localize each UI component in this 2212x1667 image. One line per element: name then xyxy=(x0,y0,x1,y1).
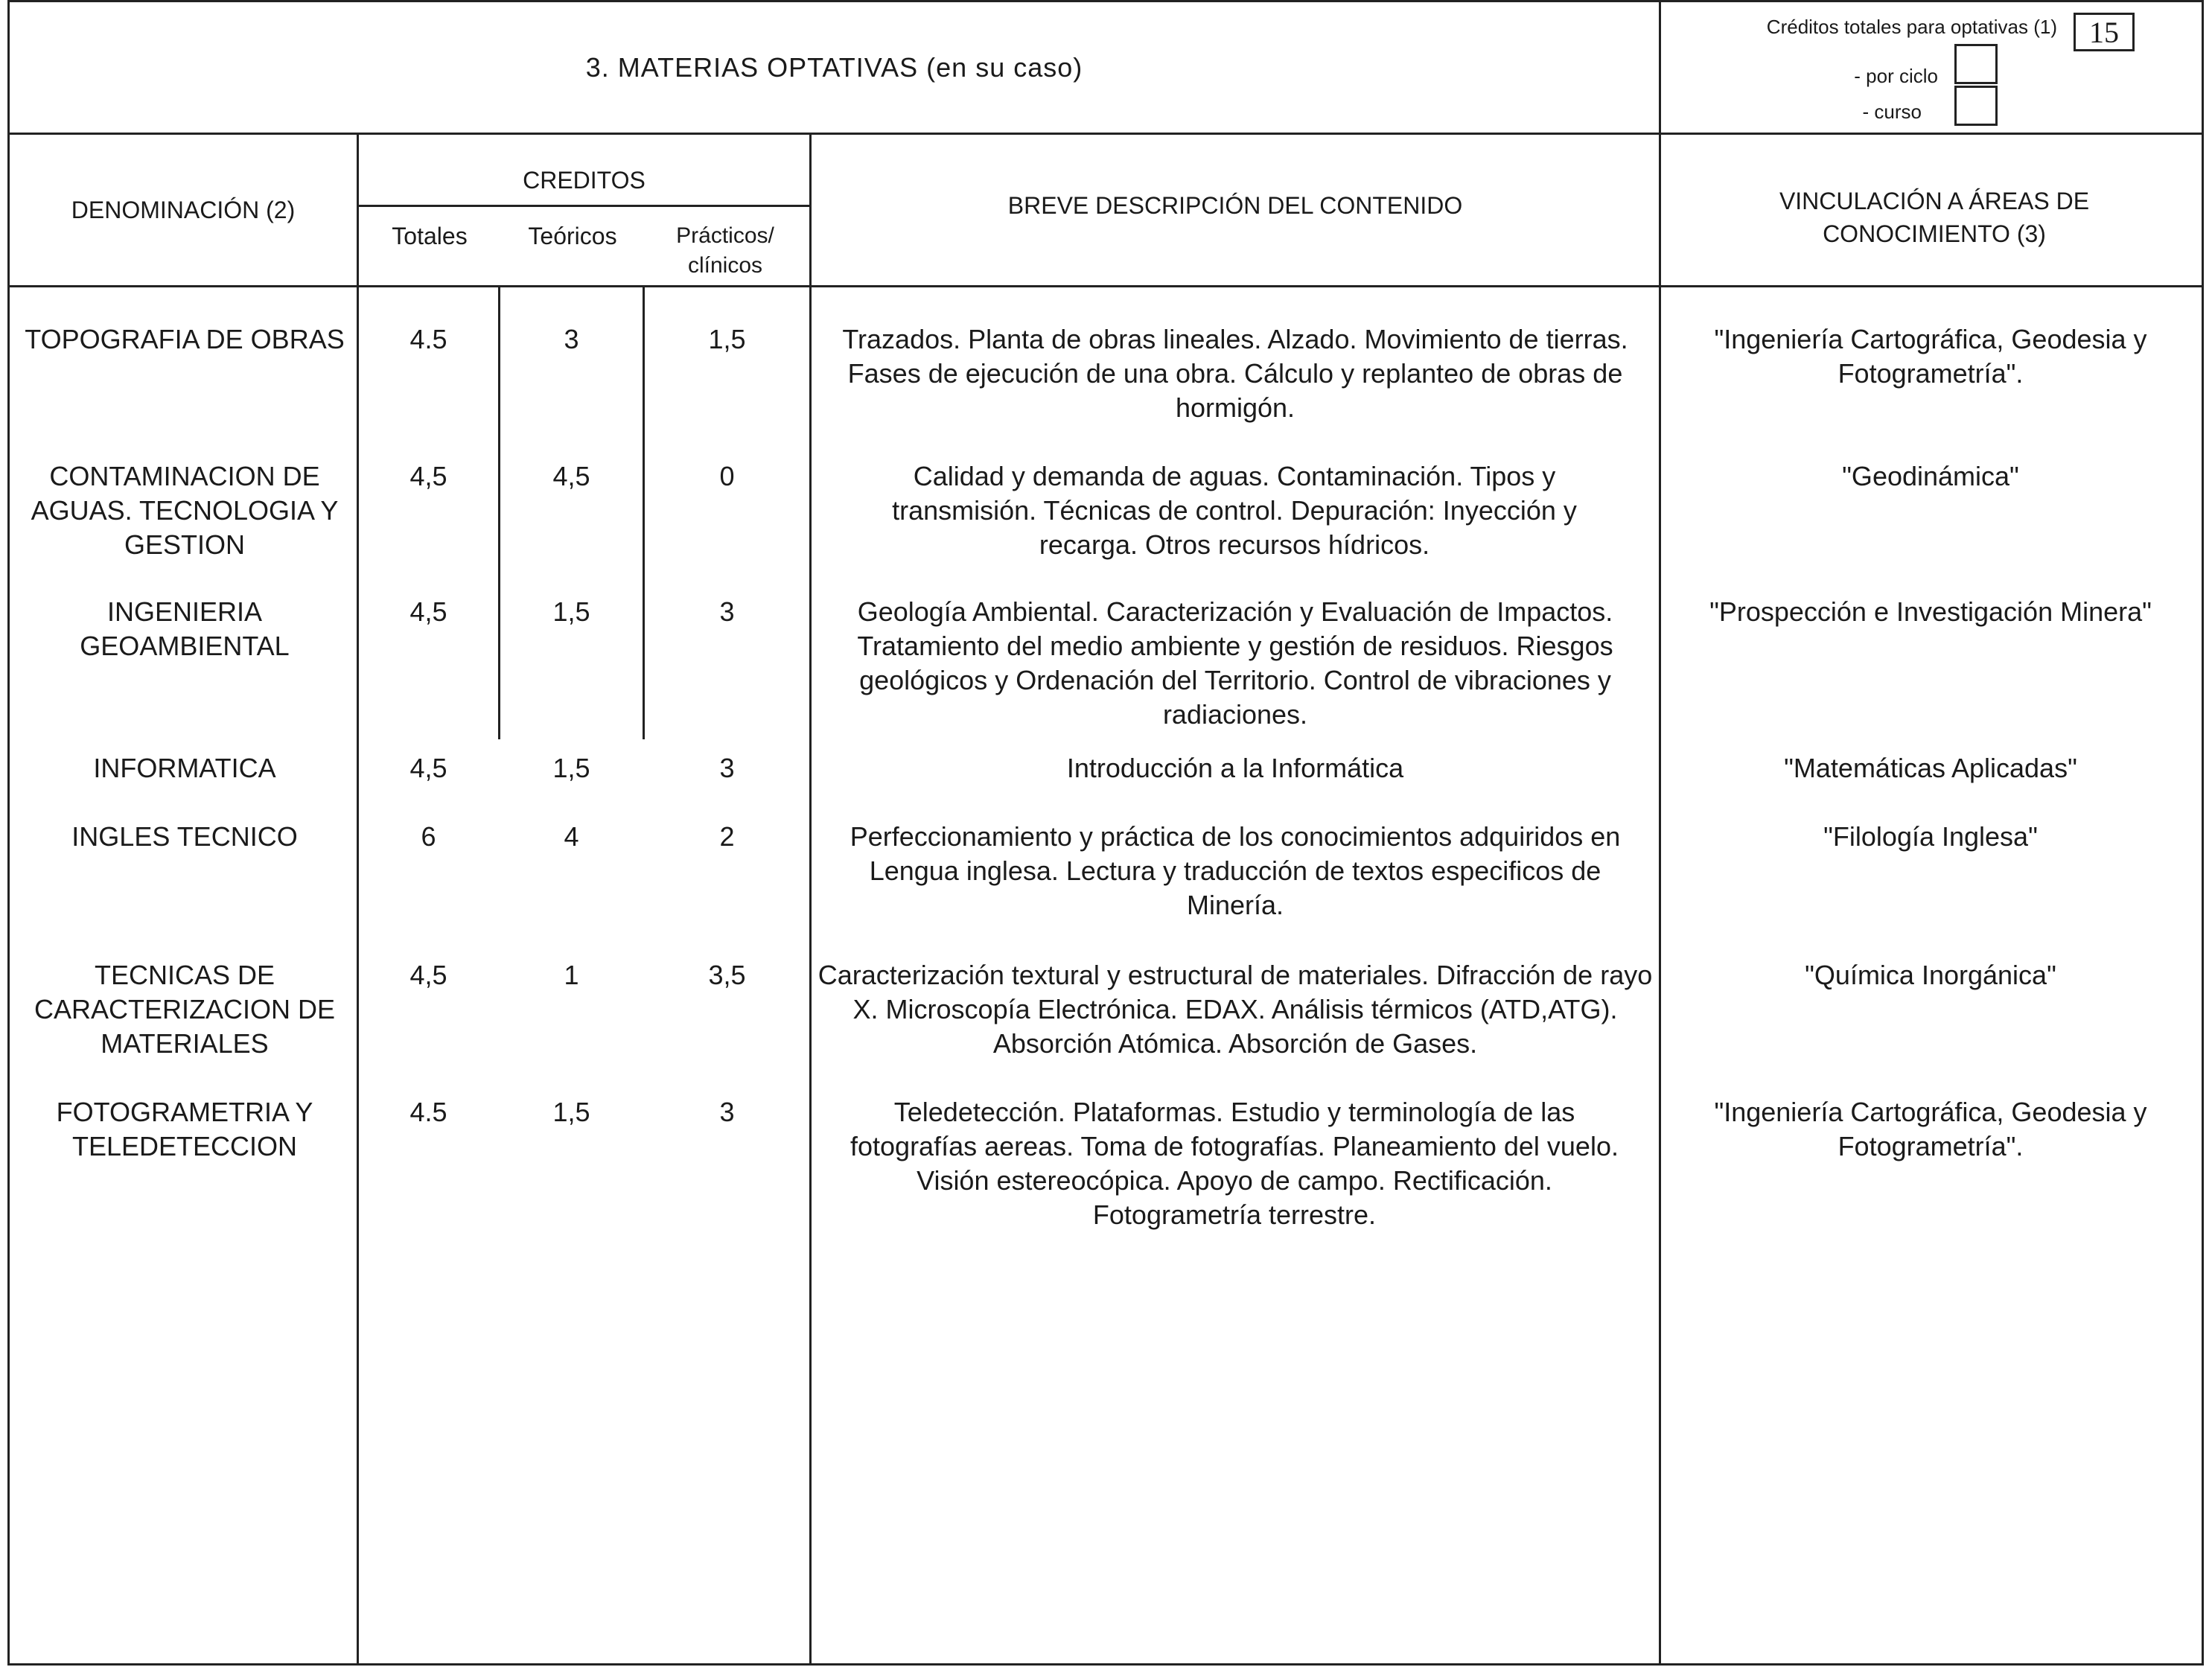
header-vinculacion: VINCULACIÓN A ÁREAS DE CONOCIMIENTO (3) xyxy=(1779,188,2090,247)
row-1-descripcion: Trazados. Planta de obras lineales. Alzado. Movimiento de tierras. Fases de ejecución de una obra. Cálculo y replanteo de obras de hormigón. xyxy=(842,324,1628,423)
row-2-name: CONTAMINACION DE AGUAS. TECNOLOGIA Y GESTION xyxy=(31,461,339,560)
row-3-area: "Prospección e Investigación Minera" xyxy=(1709,596,2152,627)
row-4-name: INFORMATICA xyxy=(93,753,276,783)
per-cycle-box xyxy=(1954,44,1998,84)
page-title: 3. MATERIAS OPTATIVAS (en su caso) xyxy=(585,51,1083,83)
row-4-area: "Matemáticas Aplicadas" xyxy=(1784,753,2077,783)
row-4-totales: 4,5 xyxy=(409,753,447,783)
header-practicos: Prácticos/ clínicos xyxy=(676,223,774,278)
row-1-practicos: 1,5 xyxy=(708,324,746,354)
row-5-teoricos: 4 xyxy=(564,821,579,852)
header-creditos: CREDITOS xyxy=(523,167,646,194)
row-2-totales: 4,5 xyxy=(409,461,447,491)
creditos-divider xyxy=(357,205,809,207)
row-6-descripcion: Caracterización textural y estructural de materiales. Difracción de rayo X. Microscopía Electrónica. EDAX. Análisis térmicos (ATD,ATG). Absorción Atómica. Absorción de Gases. xyxy=(817,960,1653,1059)
per-cycle-label: - por ciclo xyxy=(1854,65,1938,87)
header-totales: Totales xyxy=(392,223,468,249)
row-1-name: TOPOGRAFIA DE OBRAS xyxy=(25,324,345,354)
row-4-practicos: 3 xyxy=(719,753,735,783)
header-denominacion: DENOMINACIÓN (2) xyxy=(71,197,296,223)
header-descripcion: BREVE DESCRIPCIÓN DEL CONTENIDO xyxy=(1007,192,1463,219)
row-5-descripcion: Perfeccionamiento y práctica de los conocimientos adquiridos en Lengua inglesa. Lectura y traducción de textos especificos de Minería. xyxy=(850,821,1621,920)
course-box xyxy=(1954,86,1998,126)
total-credits-value: 15 xyxy=(2074,13,2135,51)
row-3-name: INGENIERIA GEOAMBIENTAL xyxy=(80,596,290,661)
row-5-totales: 6 xyxy=(421,821,436,852)
row-6-name: TECNICAS DE CARACTERIZACION DE MATERIALES xyxy=(34,960,336,1059)
row-2-descripcion: Calidad y demanda de aguas. Contaminación. Tipos y transmisión. Técnicas de control. Depuración: Inyección y recarga. Otros recursos hídricos. xyxy=(892,461,1577,560)
row-7-name: FOTOGRAMETRIA Y TELEDETECCION xyxy=(56,1097,313,1161)
body-divider xyxy=(10,285,2202,287)
row-7-practicos: 3 xyxy=(719,1097,735,1127)
col-divider-totales xyxy=(357,133,359,1666)
col-divider-descripcion xyxy=(809,133,812,1666)
header-teoricos: Teóricos xyxy=(528,223,617,249)
row-3-descripcion: Geología Ambiental. Caracterización y Evaluación de Impactos. Tratamiento del medio ambiente y gestión de residuos. Riesgos geológicos y Ordenación del Territorio. Control de vibraciones y radiaciones. xyxy=(857,596,1613,730)
row-3-practicos: 3 xyxy=(719,596,735,627)
col-divider-vinculacion xyxy=(1659,2,1661,1666)
row-6-practicos: 3,5 xyxy=(708,960,746,990)
row-4-descripcion: Introducción a la Informática xyxy=(1066,753,1404,783)
row-1-totales: 4.5 xyxy=(409,324,447,354)
row-6-teoricos: 1 xyxy=(564,960,579,990)
row-7-teoricos: 1,5 xyxy=(552,1097,590,1127)
row-6-totales: 4,5 xyxy=(409,960,447,990)
row-5-practicos: 2 xyxy=(719,821,735,852)
row-7-area: "Ingeniería Cartográfica, Geodesia y Fotogrametría". xyxy=(1714,1097,2147,1161)
total-credits-label: Créditos totales para optativas (1) xyxy=(1766,16,2057,38)
row-4-teoricos: 1,5 xyxy=(552,753,590,783)
document-page xyxy=(7,0,2204,1666)
row-2-area: "Geodinámica" xyxy=(1842,461,2019,491)
row-3-totales: 4,5 xyxy=(409,596,447,627)
row-7-descripcion: Teledetección. Plataformas. Estudio y terminología de las fotografías aereas. Toma de fotografías. Planeamiento del vuelo. Visión estereocópica. Apoyo de campo. Rectificación. Fotogrametría terrestre. xyxy=(850,1097,1619,1230)
row-7-totales: 4.5 xyxy=(409,1097,447,1127)
row-5-name: INGLES TECNICO xyxy=(71,821,298,852)
course-label: - curso xyxy=(1862,101,1922,123)
row-6-area: "Química Inorgánica" xyxy=(1805,960,2056,990)
row-1-teoricos: 3 xyxy=(564,324,579,354)
row-2-teoricos: 4,5 xyxy=(552,461,590,491)
row-5-area: "Filología Inglesa" xyxy=(1823,821,2038,852)
row-2-practicos: 0 xyxy=(719,461,735,491)
row-3-teoricos: 1,5 xyxy=(552,596,590,627)
row-1-area: "Ingeniería Cartográfica, Geodesia y Fotogrametría". xyxy=(1714,324,2147,389)
